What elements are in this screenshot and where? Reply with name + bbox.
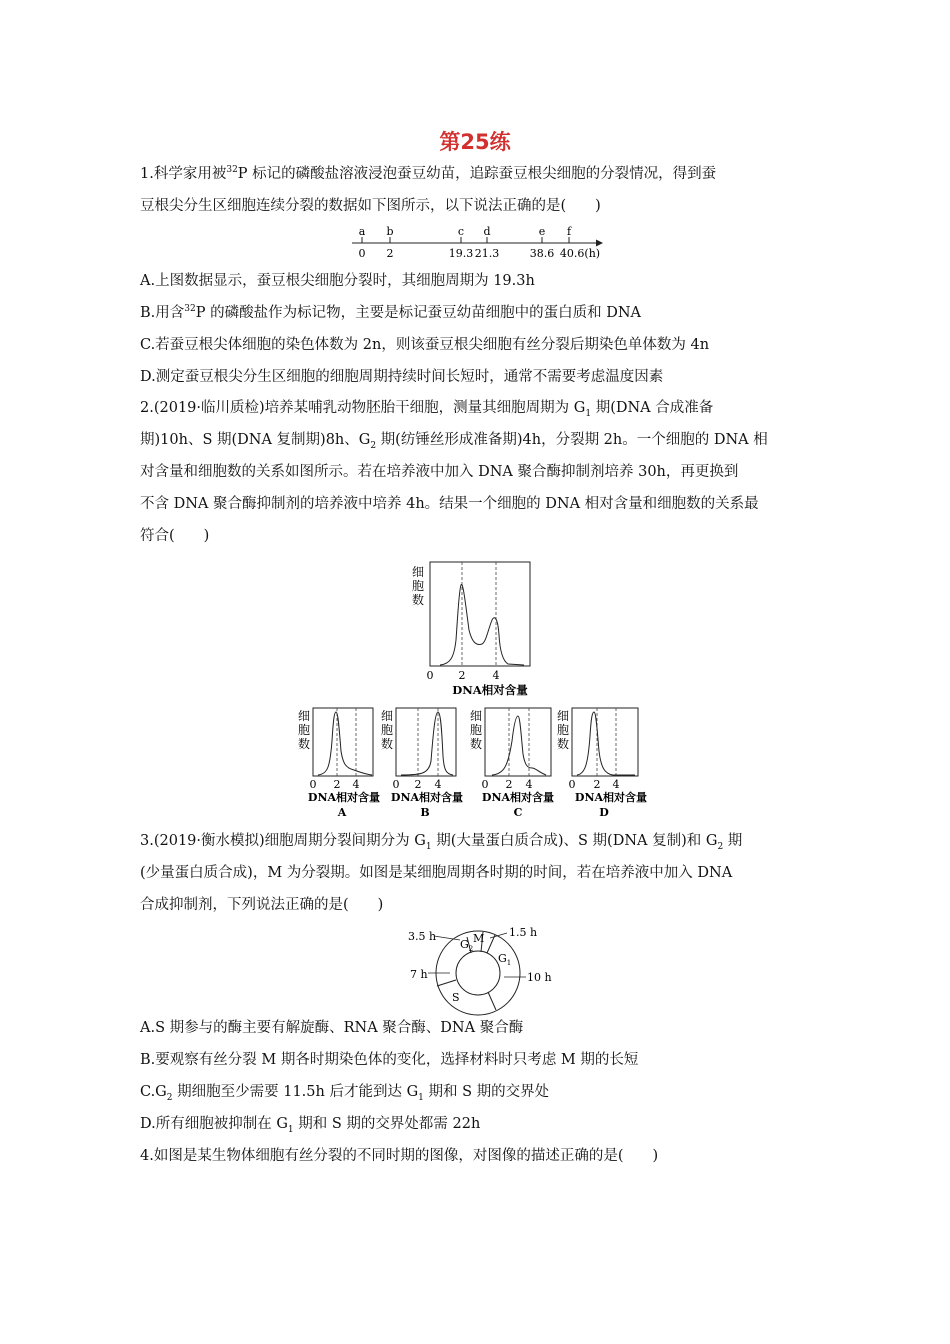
svg-text:2: 2: [593, 778, 601, 791]
timeline-letter-b: b: [386, 225, 394, 238]
q3-m-hours: 1.5 h: [509, 926, 538, 939]
q3-option-a: A.S 期参与的酶主要有解旋酶、RNA 聚合酶、DNA 聚合酶: [140, 1020, 524, 1036]
svg-text:数: 数: [470, 737, 483, 751]
timeline-letter-a: a: [358, 225, 366, 238]
q3-stem-line-2: (少量蛋白质合成)，M 为分裂期。如图是某细胞周期各时期的时间，若在培养液中加入 DNA: [140, 865, 733, 881]
q2-stem-line-3: 对含量和细胞数的关系如图所示。若在培养液中加入 DNA 聚合酶抑制剂培养 30h，再更换到: [140, 464, 739, 480]
option-label-a: A: [337, 806, 347, 819]
xlabel-b: DNA相对含量: [390, 791, 464, 804]
tick-2: 2: [458, 669, 466, 682]
q3-s-hours: 7 h: [410, 968, 428, 981]
timeline-value-d: 21.3: [474, 247, 500, 260]
timeline-value-c: 19.3: [448, 247, 474, 260]
q3-stem-line-1: 3.(2019·衡水模拟)细胞周期分裂间期分为 $G_1$ 期(大量蛋白质合成)、S 期(DNA 复制)和 $G_2$ 期: [140, 833, 743, 852]
xlabel-d: DNA相对含量: [574, 791, 648, 804]
svg-text:4: 4: [352, 778, 360, 791]
svg-text:4: 4: [434, 778, 442, 791]
ylabel-char-3: 数: [412, 593, 425, 607]
svg-text:细: 细: [557, 709, 570, 723]
q1-timeline-figure: [340, 222, 610, 262]
q2-option-histogram-b: [377, 706, 467, 822]
q2-stem-line-2: 期)10h、S 期(DNA 复制期)8h、$G_2$ 期(纺锤丝形成准备期)4h，分裂期 2h。一个细胞的 DNA 相: [140, 432, 768, 451]
q3-label-g2: $G_2$: [460, 938, 474, 953]
svg-text:4: 4: [612, 778, 620, 791]
q1-option-b: B.用含$^{32}$P 的磷酸盐作为标记物，主要是标记蚕豆幼苗细胞中的蛋白质和 DNA: [140, 304, 641, 321]
q2-option-histogram-d: [555, 706, 655, 822]
q2-stem-line-4: 不含 DNA 聚合酶抑制剂的培养液中培养 4h。结果一个细胞的 DNA 相对含量和细胞数的关系最: [140, 496, 759, 512]
svg-text:胞: 胞: [470, 723, 483, 737]
svg-text:4: 4: [525, 778, 533, 791]
timeline-letter-f: f: [566, 225, 572, 238]
q3-stem-line-3: 合成抑制剂，下列说法正确的是( ): [140, 897, 384, 913]
page-title: 第25练: [439, 130, 511, 154]
option-label-d: D: [599, 806, 609, 819]
q3-label-g1: $G_1$: [498, 952, 512, 967]
q2-option-histogram-a: [294, 706, 384, 822]
q3-option-b: B.要观察有丝分裂 M 期各时期染色体的变化，选择材料时只考虑 M 期的长短: [140, 1052, 639, 1068]
option-label-c: C: [513, 806, 523, 819]
xlabel-a: DNA相对含量: [307, 791, 381, 804]
q3-g1-hours: 10 h: [527, 971, 552, 984]
q3-g2-hours: 3.5 h: [408, 930, 437, 943]
svg-text:2: 2: [505, 778, 513, 791]
svg-text:0: 0: [568, 778, 576, 791]
svg-text:0: 0: [481, 778, 489, 791]
xlabel-c: DNA相对含量: [481, 791, 555, 804]
q1-stem-line-2: 豆根尖分生区细胞连续分裂的数据如下图所示，以下说法正确的是( ): [140, 198, 601, 214]
q3-option-d: D.所有细胞被抑制在 $G_1$ 期和 S 期的交界处都需 22h: [140, 1116, 481, 1135]
q2-option-histogram-c: [466, 706, 556, 822]
timeline-value-b: 2: [386, 247, 394, 260]
svg-text:数: 数: [298, 737, 311, 751]
q1-option-a: A.上图数据显示，蚕豆根尖细胞分裂时，其细胞周期为 19.3h: [140, 273, 535, 289]
option-label-b: B: [420, 806, 430, 819]
svg-text:细: 细: [298, 709, 311, 723]
timeline-value-a: 0: [358, 247, 366, 260]
svg-text:0: 0: [309, 778, 317, 791]
timeline-letter-e: e: [538, 225, 546, 238]
svg-text:数: 数: [557, 737, 570, 751]
timeline-letter-c: c: [457, 225, 465, 238]
xlabel: DNA相对含量: [452, 683, 528, 697]
svg-text:2: 2: [333, 778, 341, 791]
svg-text:胞: 胞: [298, 723, 311, 737]
q2-main-histogram: [404, 560, 544, 700]
timeline-value-f: 40.6(h): [559, 247, 601, 260]
tick-4: 4: [492, 669, 500, 682]
svg-text:细: 细: [381, 709, 394, 723]
svg-text:0: 0: [392, 778, 400, 791]
q3-cell-cycle-diagram: [400, 922, 560, 1018]
timeline-value-e: 38.6: [529, 247, 555, 260]
timeline-letter-d: d: [483, 225, 491, 238]
svg-text:数: 数: [381, 737, 394, 751]
tick-0: 0: [426, 669, 434, 682]
svg-text:2: 2: [414, 778, 422, 791]
q2-stem-line-1: 2.(2019·临川质检)培养某哺乳动物胚胎干细胞，测量其细胞周期为 $G_1$ 期(DNA 合成准备: [140, 400, 714, 419]
q3-label-s: S: [452, 991, 460, 1004]
q2-stem-line-5: 符合( ): [140, 528, 210, 544]
ylabel-char-2: 胞: [412, 579, 425, 593]
ylabel-char-1: 细: [412, 565, 425, 579]
q3-label-m: M: [473, 932, 485, 945]
svg-text:细: 细: [470, 709, 483, 723]
svg-text:胞: 胞: [557, 723, 570, 737]
q3-option-c: $C.G_2$ 期细胞至少需要 11.5h 后才能到达 $G_1$ 期和 S 期的交界处: [140, 1084, 550, 1103]
q4-stem-line-1: 4.如图是某生物体细胞有丝分裂的不同时期的图像，对图像的描述正确的是( ): [140, 1148, 659, 1164]
q1-option-c: C.若蚕豆根尖体细胞的染色体数为 2n，则该蚕豆根尖细胞有丝分裂后期染色单体数为 4n: [140, 337, 710, 353]
q1-option-d: D.测定蚕豆根尖分生区细胞的细胞周期持续时间长短时，通常不需要考虑温度因素: [140, 369, 664, 385]
svg-text:胞: 胞: [381, 723, 394, 737]
q1-stem-line-1: 1.科学家用被$^{32}$P 标记的磷酸盐溶液浸泡蚕豆幼苗，追踪蚕豆根尖细胞的分裂情况，得到蚕: [140, 165, 717, 182]
